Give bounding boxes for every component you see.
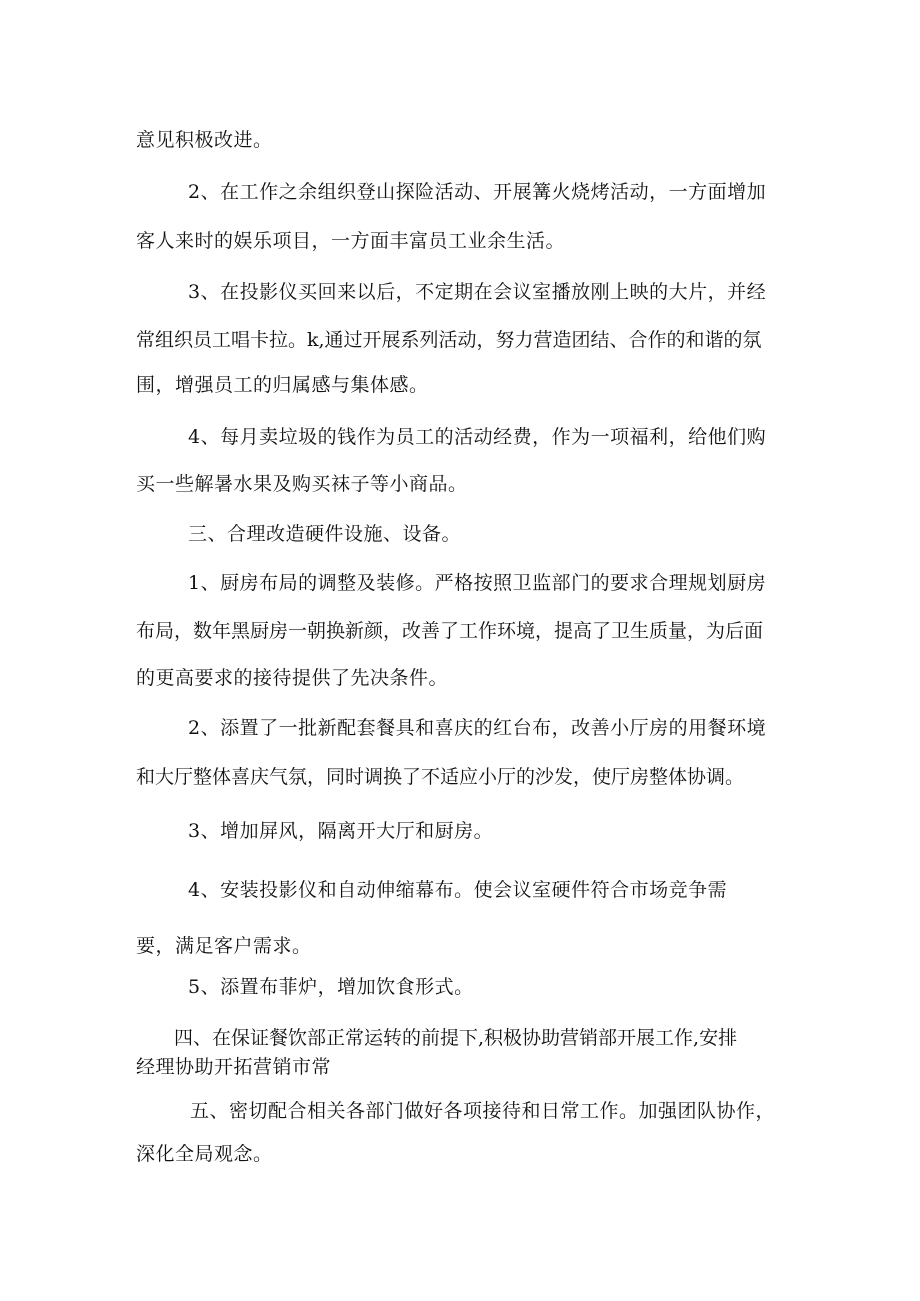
- text-line-5: 常组织员工唱卡拉。k,通过开展系列活动，努力营造团结、合作的和谐的氛: [136, 329, 762, 351]
- text-line-8: 买一些解暑水果及购买袜子等小商品。: [136, 473, 468, 495]
- text-line-11: 布局，数年黑厨房一朝换新颜，改善了工作环境，提高了卫生质量，为后面: [136, 620, 764, 642]
- text-line-12: 的更高要求的接待提供了先决条件。: [136, 667, 449, 689]
- text-line-20: 经理协助开拓营销市常: [136, 1056, 332, 1078]
- text-line-17: 要，满足客户需求。: [136, 935, 312, 957]
- text-line-13: 2、添置了一批新配套餐具和喜庆的红台布，改善小厅房的用餐环境: [188, 717, 767, 739]
- section-heading-5: 五、密切配合相关各部门做好各项接待和日常工作。加强团队协作，: [190, 1100, 776, 1122]
- text-line-16: 4、安装投影仪和自动伸缩幕布。使会议室硬件符合市场竞争需: [188, 879, 728, 901]
- text-line-3: 客人来时的娱乐项目，一方面丰富员工业余生活。: [136, 230, 566, 252]
- text-line-18: 5、添置布菲炉，增加饮食形式。: [188, 976, 474, 998]
- section-heading-3: 三、合理改造硬件设施、设备。: [188, 523, 462, 545]
- text-line-14: 和大厅整体喜庆气氛，同时调换了不适应小厅的沙发，使厅房整体协调。: [136, 766, 745, 788]
- text-line-15: 3、增加屏风，隔离开大厅和厨房。: [188, 820, 494, 842]
- text-line-1: 意见积极改进。: [136, 129, 273, 151]
- section-heading-4: 四、在保证餐饮部正常运转的前提下,积极协助营销部开展工作,安排: [174, 1027, 738, 1049]
- text-line-7: 4、每月卖垃圾的钱作为员工的活动经费，作为一项福利，给他们购: [188, 426, 767, 448]
- text-line-4: 3、在投影仪买回来以后，不定期在会议室播放刚上映的大片，并经: [188, 281, 767, 303]
- text-line-2: 2、在工作之余组织登山探险活动、开展篝火烧烤活动，一方面增加: [188, 181, 767, 203]
- text-line-10: 1、厨房布局的调整及装修。严格按照卫监部门的要求合理规划厨房: [188, 572, 767, 594]
- text-line-6: 围，增强员工的归属感与集体感。: [136, 374, 429, 396]
- text-line-22: 深化全局观念。: [136, 1143, 273, 1165]
